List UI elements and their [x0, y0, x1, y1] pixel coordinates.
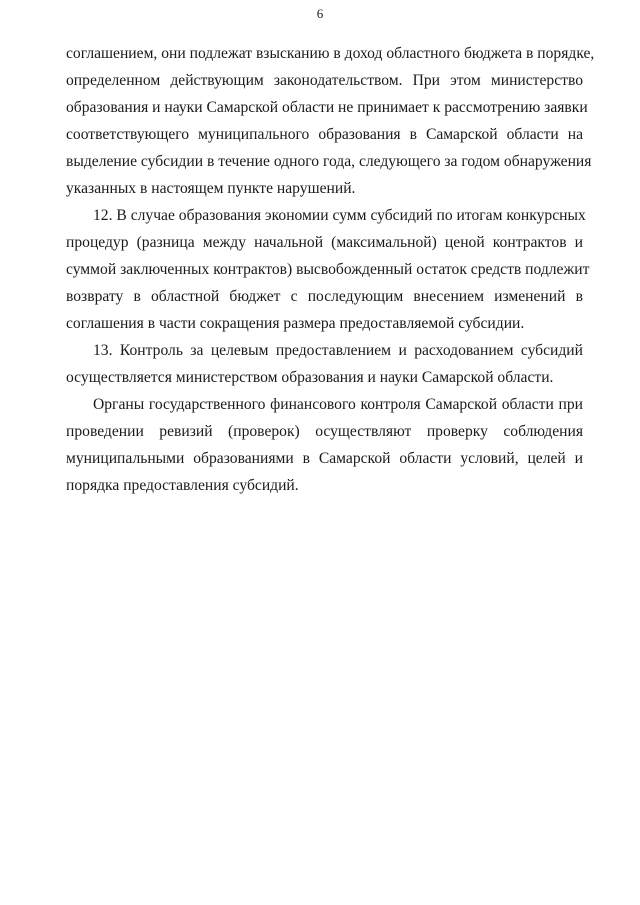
text-line: соглашением, они подлежат взысканию в доход областного бюджета в порядке, [66, 45, 595, 62]
text-line: проведении ревизий (проверок) осуществляют проверку соблюдения [66, 423, 583, 440]
text-line: определенном действующим законодательством. При этом министерство [66, 72, 583, 89]
page-number: 6 [316, 6, 324, 21]
text-line: выделение субсидии в течение одного года, следующего за годом обнаружения [66, 153, 592, 170]
text-line: процедур (разница между начальной (максимальной) ценой контрактов и [66, 234, 583, 251]
text-line: 12. В случае образования экономии сумм субсидий по итогам конкурсных [93, 207, 586, 224]
text-line: указанных в настоящем пункте нарушений. [66, 180, 356, 197]
text-line: Органы государственного финансового контроля Самарской области при [93, 396, 583, 413]
text-line: соглашения в части сокращения размера предоставляемой субсидии. [66, 315, 525, 332]
text-line: муниципальными образованиями в Самарской области условий, целей и [66, 450, 583, 467]
text-line: 13. Контроль за целевым предоставлением и расходованием субсидий [93, 342, 583, 359]
text-line: суммой заключенных контрактов) высвобожденный остаток средств подлежит [66, 261, 590, 278]
text-line: возврату в областной бюджет с последующим внесением изменений в [66, 288, 583, 305]
text-line: осуществляется министерством образования и науки Самарской области. [66, 369, 554, 386]
text-line: порядка предоставления субсидий. [66, 477, 299, 494]
text-line: соответствующего муниципального образования в Самарской области на [66, 126, 583, 143]
text-line: образования и науки Самарской области не принимает к рассмотрению заявки [66, 99, 588, 116]
